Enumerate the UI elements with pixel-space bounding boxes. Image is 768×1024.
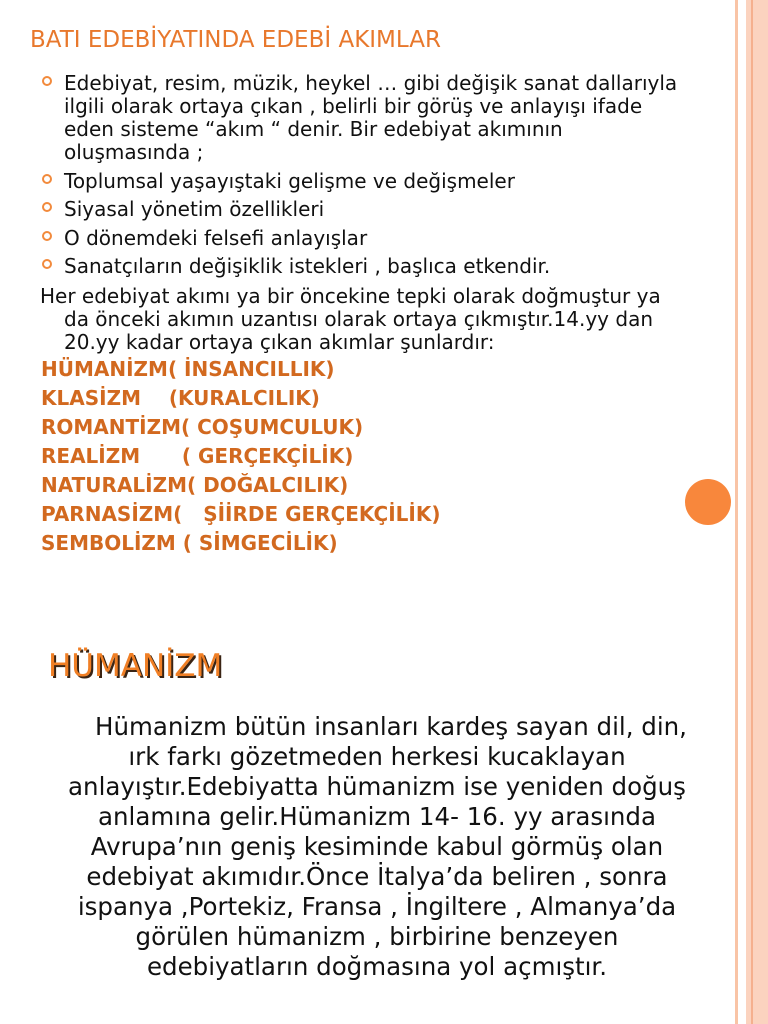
decorative-stripe-thin xyxy=(735,0,738,1024)
movement-item: NATURALİZM( DOĞALCILIK) xyxy=(41,473,349,497)
hollow-circle-bullet-icon xyxy=(42,76,52,86)
paragraph-line: edebiyatların doğmasına yol açmıştır. xyxy=(146,952,608,981)
bullet-line: eden sisteme “akım “ denir. Bir edebiyat akımının xyxy=(64,117,563,141)
paragraph-line: anlayıştır.Edebiyatta hümanizm ise yeniden doğuş xyxy=(68,772,686,801)
decorative-stripe-inner xyxy=(751,0,753,1024)
hollow-circle-bullet-icon xyxy=(42,202,52,212)
bullet-line: O dönemdeki felsefi anlayışlar xyxy=(64,225,368,250)
orange-circle-icon xyxy=(685,479,731,525)
slide-title: BATI EDEBİYATINDA EDEBİ AKIMLAR xyxy=(30,27,441,53)
bullet-item xyxy=(40,170,677,193)
paragraph-line: ispanya ,Portekiz, Fransa , İngiltere , Almanya’da xyxy=(77,892,677,921)
intro-paragraph xyxy=(40,285,661,354)
bullet-line: Sanatçıların değişiklik istekleri , başlıca etkendir. xyxy=(64,254,551,278)
bullet-item xyxy=(40,255,677,278)
movement-item: ROMANTİZM( COŞUMCULUK) xyxy=(41,415,364,439)
paragraph-line: Hümanizm bütün insanları kardeş sayan dil, din, xyxy=(95,712,687,741)
bullet-item xyxy=(40,72,677,164)
hollow-circle-bullet-icon xyxy=(42,231,52,241)
slide-title: HÜMANİZM xyxy=(48,648,223,684)
paragraph-line: Avrupa’nın geniş kesiminde kabul görmüş olan xyxy=(90,832,664,861)
paragraph-line: görülen hümanizm , birbirine benzeyen xyxy=(135,922,619,951)
paragraph-line: Her edebiyat akımı ya bir öncekine tepki olarak doğmuştur ya xyxy=(40,284,661,308)
movement-item: HÜMANİZM( İNSANCILLIK) xyxy=(41,357,335,381)
movement-list xyxy=(41,355,440,558)
bullet-line: ilgili olarak ortaya çıkan , belirli bir görüş ve anlayışı ifade xyxy=(64,94,643,118)
paragraph-line: edebiyat akımıdır.Önce İtalya’da beliren , sonra xyxy=(86,862,668,891)
paragraph-line: ırk farkı gözetmeden herkesi kucaklayan xyxy=(128,742,626,771)
hollow-circle-bullet-icon xyxy=(42,259,52,269)
paragraph-line: da önceki akımın uzantısı olarak ortaya çıkmıştır.14.yy dan xyxy=(64,307,653,331)
movement-item: SEMBOLİZM ( SİMGECİLİK) xyxy=(41,531,338,555)
bullet-item xyxy=(40,227,677,250)
bullet-line: Siyasal yönetim özellikleri xyxy=(64,197,325,221)
movement-item: PARNASİZM( ŞİİRDE GERÇEKÇİLİK) xyxy=(41,502,441,526)
paragraph-line: 20.yy kadar ortaya çıkan akımlar şunlardır: xyxy=(64,330,495,354)
movement-item: REALİZM ( GERÇEKÇİLİK) xyxy=(41,444,354,468)
decorative-stripe-band xyxy=(746,0,768,1024)
bullet-item xyxy=(40,198,677,221)
hollow-circle-bullet-icon xyxy=(42,174,52,184)
bullet-list xyxy=(40,72,677,278)
paragraph-line: anlamına gelir.Hümanizm 14- 16. yy arasında xyxy=(98,802,656,831)
movement-item: KLASİZM (KURALCILIK) xyxy=(41,386,320,410)
humanism-paragraph xyxy=(30,712,724,982)
bullet-line: oluşmasında ; xyxy=(64,140,204,164)
bullet-line: Toplumsal yaşayıştaki gelişme ve değişmeler xyxy=(64,168,515,193)
bullet-line: Edebiyat, resim, müzik, heykel … gibi değişik sanat dallarıyla xyxy=(64,71,678,95)
